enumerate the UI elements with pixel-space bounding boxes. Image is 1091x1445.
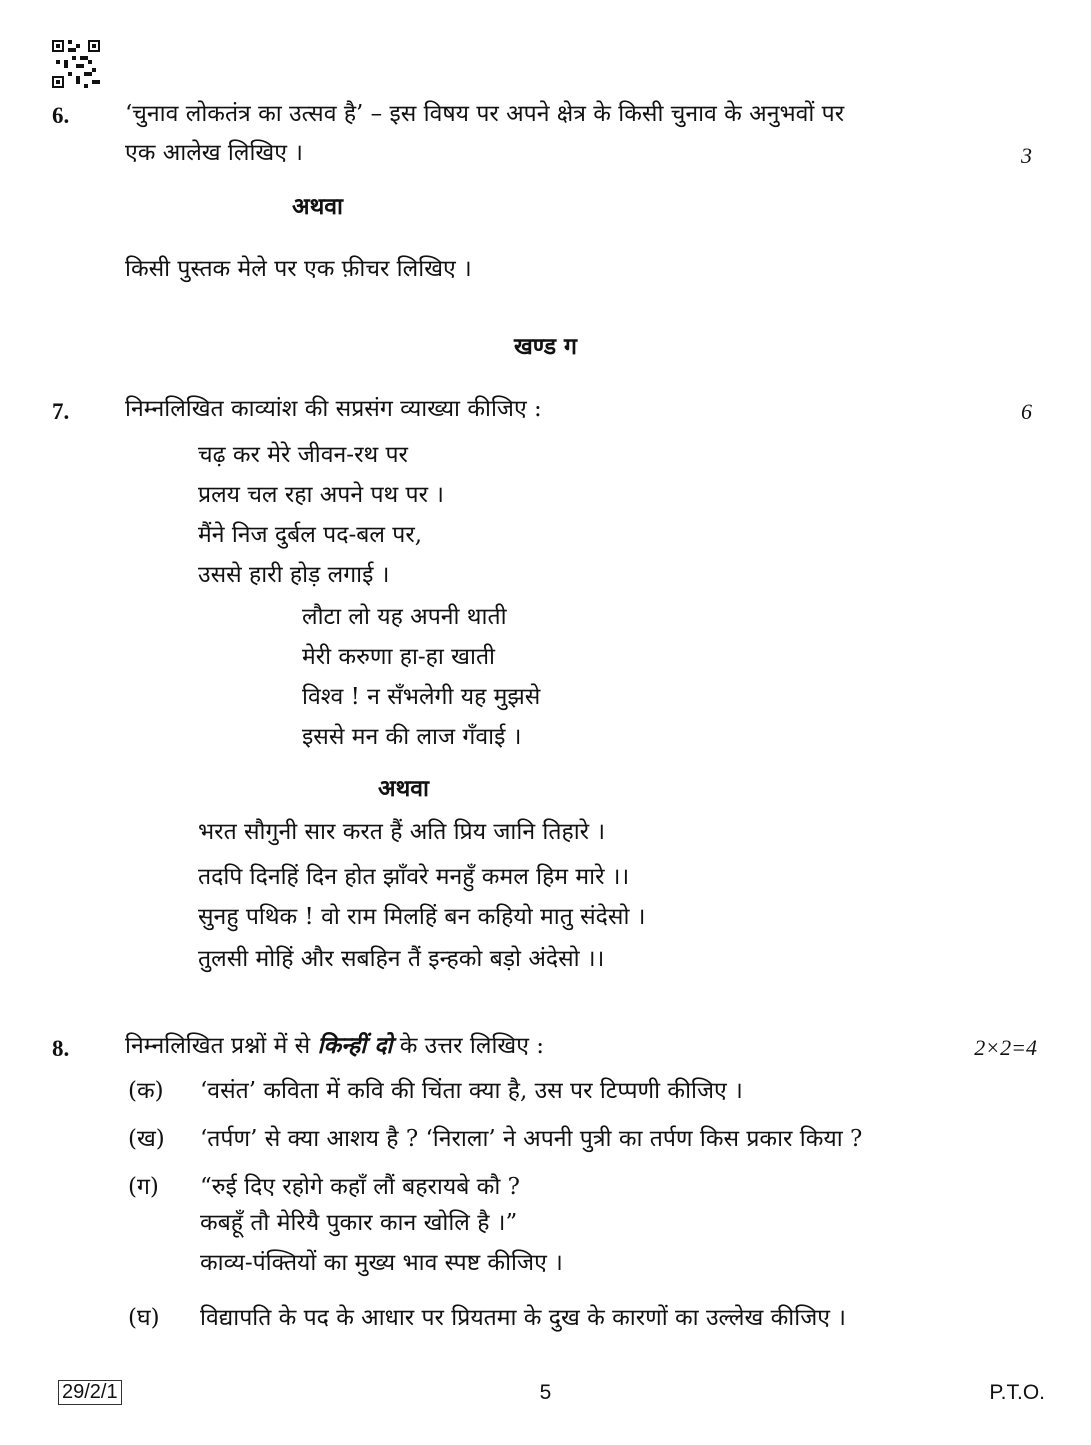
- marks: 6: [1021, 399, 1032, 424]
- question-number: 7.: [52, 399, 70, 424]
- poem-line: उससे हारी होड़ लगाई ।: [198, 562, 390, 588]
- question-text: एक आलेख लिखिए ।: [125, 140, 303, 166]
- poem-line: मैंने निज दुर्बल पद-बल पर,: [198, 522, 423, 548]
- item-label: (घ): [128, 1305, 160, 1331]
- pto-label: P.T.O.: [989, 1381, 1045, 1404]
- item-text: “रुई दिए रहोगे कहाँ लौं बहरायबे कौ ?: [200, 1174, 520, 1200]
- prompt-start: निम्नलिखित प्रश्नों में से: [125, 1033, 311, 1059]
- poem-line: चढ़ कर मेरे जीवन-रथ पर: [198, 442, 408, 468]
- item-text: ‘वसंत’ कविता में कवि की चिंता क्या है, उस पर टिप्पणी कीजिए ।: [200, 1078, 743, 1104]
- marks: 2×2=4: [974, 1035, 1037, 1060]
- or-label: अथवा: [292, 193, 344, 220]
- poem-line: सुनहु पथिक ! वो राम मिलहिं बन कहियो मातु संदेसो ।: [198, 904, 646, 930]
- or-label: अथवा: [378, 775, 430, 802]
- poem-line: प्रलय चल रहा अपने पथ पर ।: [198, 482, 445, 508]
- item-text: कबहूँ तौ मेरियै पुकार कान खोलि है ।”: [200, 1210, 518, 1236]
- qr-code: [52, 40, 100, 88]
- poem-line: भरत सौगुनी सार करत हैं अति प्रिय जानि तिहारे ।: [198, 819, 606, 845]
- item-label: (ग): [128, 1174, 159, 1200]
- paper-code: 29/2/1: [58, 1380, 122, 1405]
- question-number: 6.: [52, 103, 70, 128]
- marks: 3: [1021, 143, 1032, 168]
- question-number: 8.: [52, 1036, 70, 1061]
- poem-line: लौटा लो यह अपनी थाती: [302, 604, 507, 630]
- poem-line: मेरी करुणा हा-हा खाती: [302, 644, 496, 670]
- item-label: (ख): [128, 1126, 165, 1152]
- item-text: विद्यापति के पद के आधार पर प्रियतमा के दुख के कारणों का उल्लेख कीजिए ।: [200, 1305, 847, 1331]
- question-text: निम्नलिखित काव्यांश की सप्रसंग व्याख्या कीजिए :: [125, 396, 542, 422]
- item-text: काव्य-पंक्तियों का मुख्य भाव स्पष्ट कीजिए ।: [200, 1250, 563, 1276]
- poem-line: तुलसी मोहिं और सबहिन तैं इन्हको बड़ो अंदेसो ।।: [198, 946, 605, 972]
- item-label: (क): [128, 1078, 164, 1104]
- question-text: [125, 1032, 544, 1061]
- page-number: 5: [539, 1381, 552, 1404]
- question-text: ‘चुनाव लोकतंत्र का उत्सव है’ – इस विषय पर अपने क्षेत्र के किसी चुनाव के अनुभवों पर: [125, 101, 845, 127]
- poem-line: विश्व ! न सँभलेगी यह मुझसे: [302, 684, 541, 710]
- section-heading: खण्ड ग: [513, 333, 577, 360]
- prompt-end: के उत्तर लिखिए :: [399, 1033, 544, 1059]
- prompt-emphasis: किन्हीं दो: [317, 1032, 393, 1059]
- poem-line: इससे मन की लाज गँवाई ।: [302, 724, 522, 750]
- item-text: ‘तर्पण’ से क्या आशय है ? ‘निराला’ ने अपनी पुत्री का तर्पण किस प्रकार किया ?: [200, 1126, 863, 1152]
- question-text: किसी पुस्तक मेले पर एक फ़ीचर लिखिए ।: [125, 256, 472, 282]
- poem-line: तदपि दिनहिं दिन होत झाँवरे मनहुँ कमल हिम मारे ।।: [198, 864, 630, 890]
